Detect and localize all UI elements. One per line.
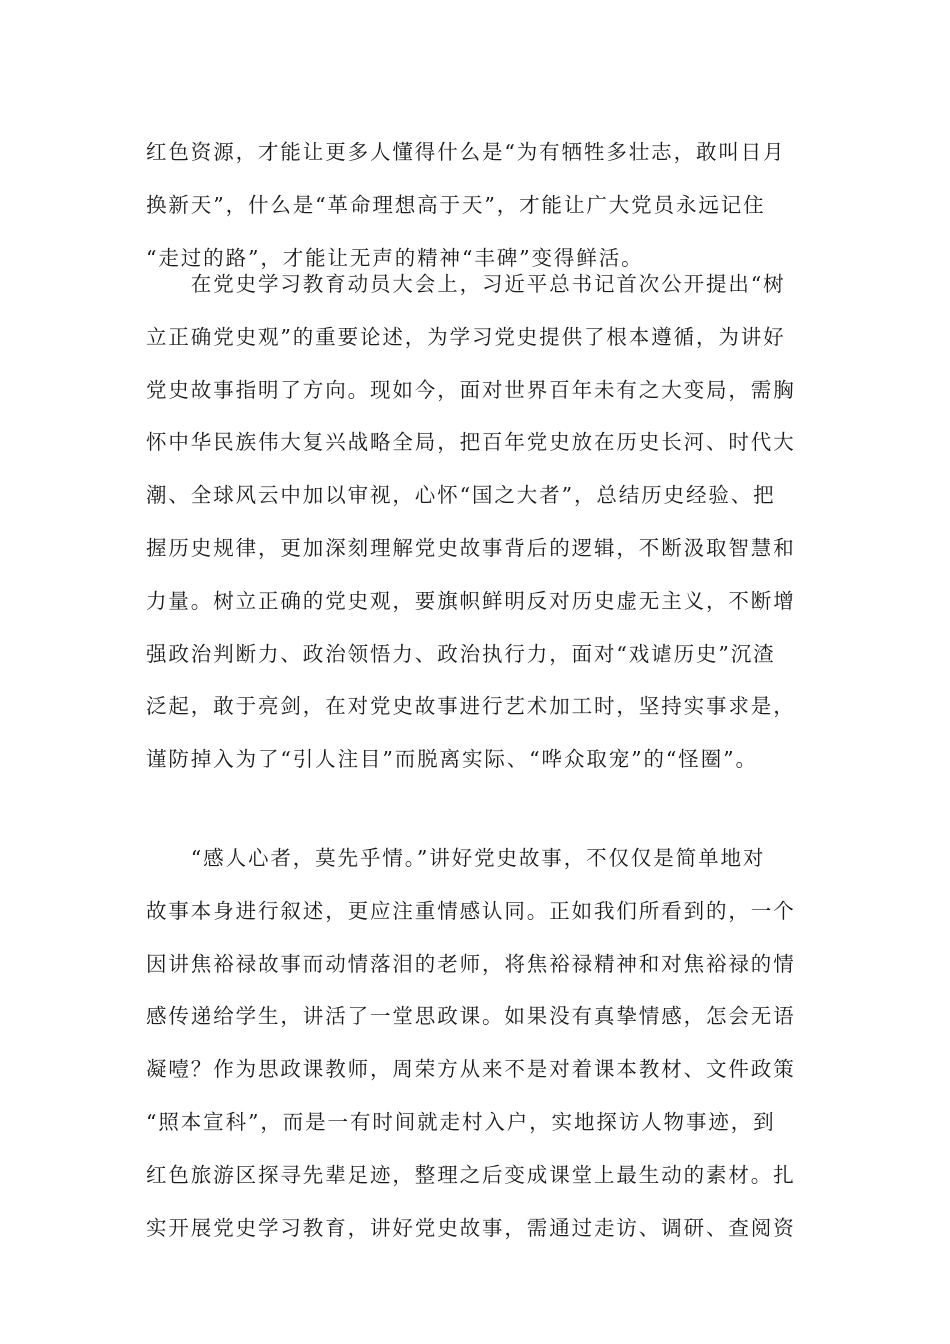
paragraph-line: 力量。树立正确的党史观，要旗帜鲜明反对历史虚无主义，不断增 (146, 588, 796, 613)
paragraph-line: 换新天”，什么是“革命理想高于天”，才能让广大党员永远记住 (146, 192, 766, 217)
paragraph-line: 凝噎？作为思政课教师，周荣方从来不是对着课本教材、文件政策 (146, 1057, 796, 1082)
paragraph-line: 泛起，敢于亮剑，在对党史故事进行艺术加工时，坚持实事求是， (146, 694, 796, 719)
paragraph-line: 党史故事指明了方向。现如今，面对世界百年未有之大变局，需胸 (146, 377, 796, 402)
paragraph-line: 立正确党史观”的重要论述，为学习党史提供了根本遵循，为讲好 (146, 324, 786, 349)
paragraph-line: 实开展党史学习教育，讲好党史故事，需通过走访、调研、查阅资 (146, 1215, 796, 1240)
paragraph-line: 因讲焦裕禄故事而动情落泪的老师，将焦裕禄精神和对焦裕禄的情 (146, 951, 796, 976)
paragraph-line: 感传递给学生，讲活了一堂思政课。如果没有真挚情感，怎会无语 (146, 1004, 796, 1029)
paragraph-3 (146, 832, 806, 1254)
paragraph-line: 红色旅游区探寻先辈足迹，整理之后变成课堂上最生动的素材。扎 (146, 1162, 796, 1187)
paragraph-line: 怀中华民族伟大复兴战略全局，把百年党史放在历史长河、时代大 (146, 430, 796, 455)
paragraph-line: 故事本身进行叙述，更应注重情感认同。正如我们所看到的，一个 (146, 898, 796, 923)
paragraph-line: 在党史学习教育动员大会上，习近平总书记首次公开提出“树 (146, 272, 786, 296)
paragraph-line: “照本宣科”，而是一有时间就走村入户，实地探访人物事迹，到 (146, 1109, 776, 1134)
paragraph-line: 强政治判断力、政治领悟力、政治执行力，面对“戏谑历史”沉渣 (146, 641, 776, 666)
paragraph-2 (146, 258, 806, 786)
paragraph-line: 谨防掉入为了“引人注目”而脱离实际、“哗众取宠”的“怪圈”。 (146, 747, 758, 772)
paragraph-line: “感人心者，莫先乎情。”讲好党史故事，不仅仅是简单地对 (146, 846, 766, 870)
paragraph-line: 红色资源，才能让更多人懂得什么是“为有牺牲多壮志，敢叫日月 (146, 140, 786, 164)
paragraph-line: 握历史规律，更加深刻理解党史故事背后的逻辑，不断汲取智慧和 (146, 535, 796, 560)
paragraph-line: 潮、全球风云中加以审视，心怀“国之大者”，总结历史经验、把 (146, 483, 776, 508)
paragraph-line: “走过的路”，才能让无声的精神“丰碑”变得鲜活。 (146, 245, 644, 270)
